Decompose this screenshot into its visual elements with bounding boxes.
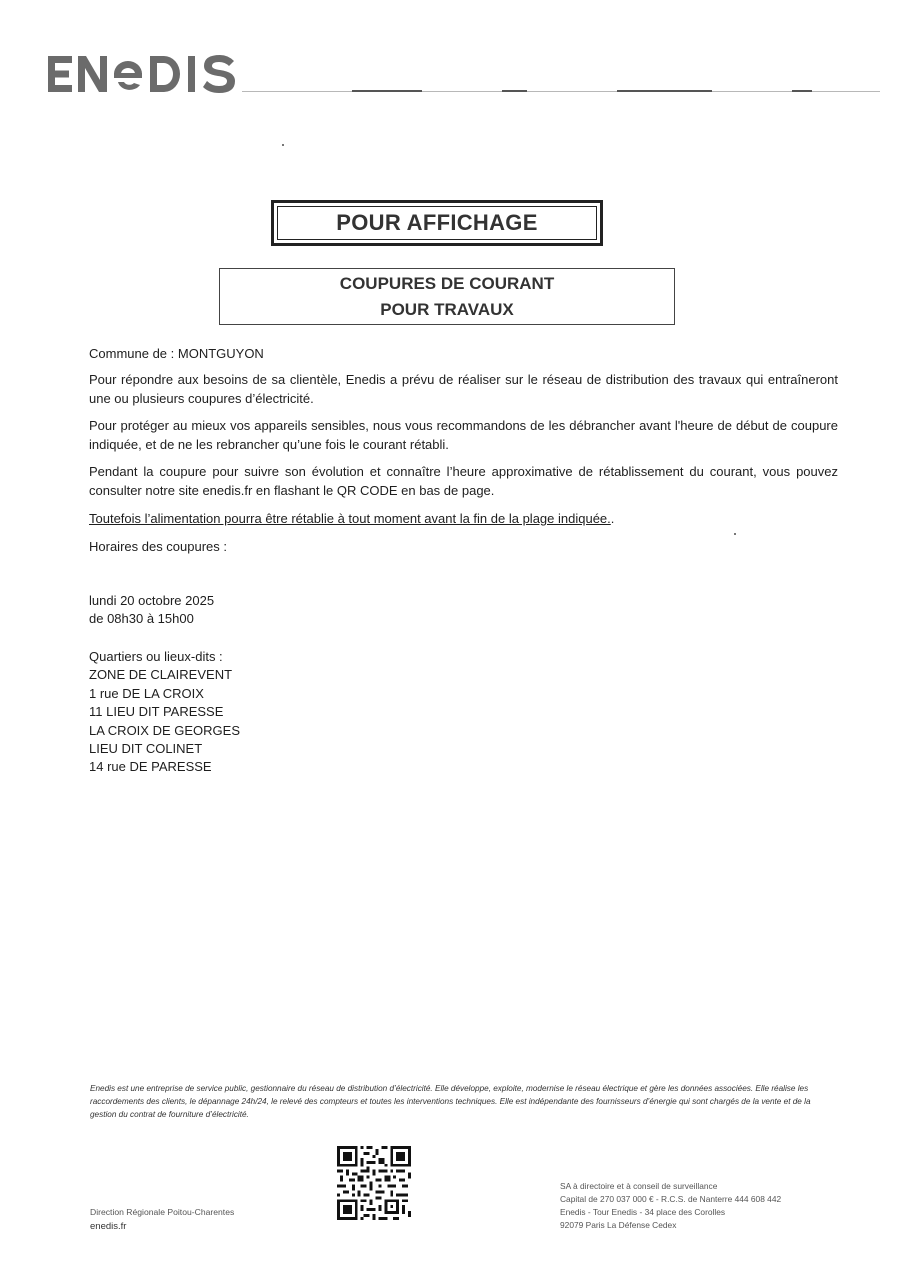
legal-info xyxy=(560,1180,781,1232)
coupures-title-box xyxy=(219,268,675,325)
coupures-title-line1: COUPURES DE COURANT xyxy=(339,273,555,293)
intro-paragraph: Pour répondre aux besoins de sa clientèle, Enedis a prévu de réaliser sur le réseau de distribution des travaux qui entraîneront une ou plusieurs coupures d’électricité. xyxy=(89,372,838,406)
direction-regionale: Direction Régionale Poitou-Charentes xyxy=(90,1207,235,1217)
protection-paragraph: Pour protéger au mieux vos appareils sensibles, nous vous recommandons de les débrancher avant l'heure de début de coupure indiquée, et de ne les rebrancher qu’une fois le courant rétabli. xyxy=(89,418,838,452)
legal-line: Capital de 270 037 000 € - R.C.S. de Nanterre 444 608 442 xyxy=(560,1194,782,1204)
enedis-logo xyxy=(48,52,236,96)
scan-speck xyxy=(734,533,736,535)
pour-affichage-title: POUR AFFICHAGE xyxy=(277,206,597,240)
qr-code xyxy=(337,1146,411,1220)
location-item: ZONE DE CLAIREVENT xyxy=(89,667,233,683)
legal-line: 92079 Paris La Défense Cedex xyxy=(560,1220,677,1230)
location-item: LIEU DIT COLINET xyxy=(89,741,203,757)
legal-line: SA à directoire et à conseil de surveillance xyxy=(560,1181,718,1191)
header-rule xyxy=(242,90,880,94)
location-item: 1 rue DE LA CROIX xyxy=(89,685,204,701)
scan-speck xyxy=(282,144,284,146)
horaires-label: Horaires des coupures : xyxy=(89,539,228,554)
footer-note: Enedis est une entreprise de service public, gestionnaire du réseau de distribution d’électricité. Elle développe, exploite, modernise le réseau électrique et gère les données associées. Elle réalise les raccordements des clients, le dépannage 24h/24, le relevé des compteurs et toutes les interventions techniques. Elle est indépendante des fournisseurs d’énergie qui sont chargés de la vente et de la gestion du contrat de fourniture d’électricité. xyxy=(90,1084,811,1119)
location-item: LA CROIX DE GEORGES xyxy=(89,722,240,738)
commune-line: Commune de : MONTGUYON xyxy=(89,346,264,361)
location-item: 11 LIEU DIT PARESSE xyxy=(89,704,224,720)
warning-line: Toutefois l’alimentation pourra être rétablie à tout moment avant la fin de la plage indiquée.. xyxy=(89,511,615,526)
pour-affichage-box xyxy=(271,200,603,246)
locations-label: Quartiers ou lieux-dits : xyxy=(89,649,223,664)
suivi-paragraph: Pendant la coupure pour suivre son évolution et connaître l’heure approximative de rétablissement du courant, vous pouvez consulter notre site enedis.fr en flashant le QR CODE en bas de page. xyxy=(89,464,838,498)
legal-line: Enedis - Tour Enedis - 34 place des Corolles xyxy=(560,1207,726,1217)
website-link[interactable]: enedis.fr xyxy=(90,1221,127,1232)
schedule-time: de 08h30 à 15h00 xyxy=(89,611,194,627)
warning-text: Toutefois l’alimentation pourra être rétablie à tout moment avant la fin de la plage indiquée. xyxy=(89,511,611,526)
location-item: 14 rue DE PARESSE xyxy=(89,759,212,775)
coupures-title-line2: POUR TRAVAUX xyxy=(380,299,514,319)
locations-block xyxy=(89,648,240,777)
schedule-block xyxy=(89,592,214,629)
schedule-date: lundi 20 octobre 2025 xyxy=(89,593,215,608)
